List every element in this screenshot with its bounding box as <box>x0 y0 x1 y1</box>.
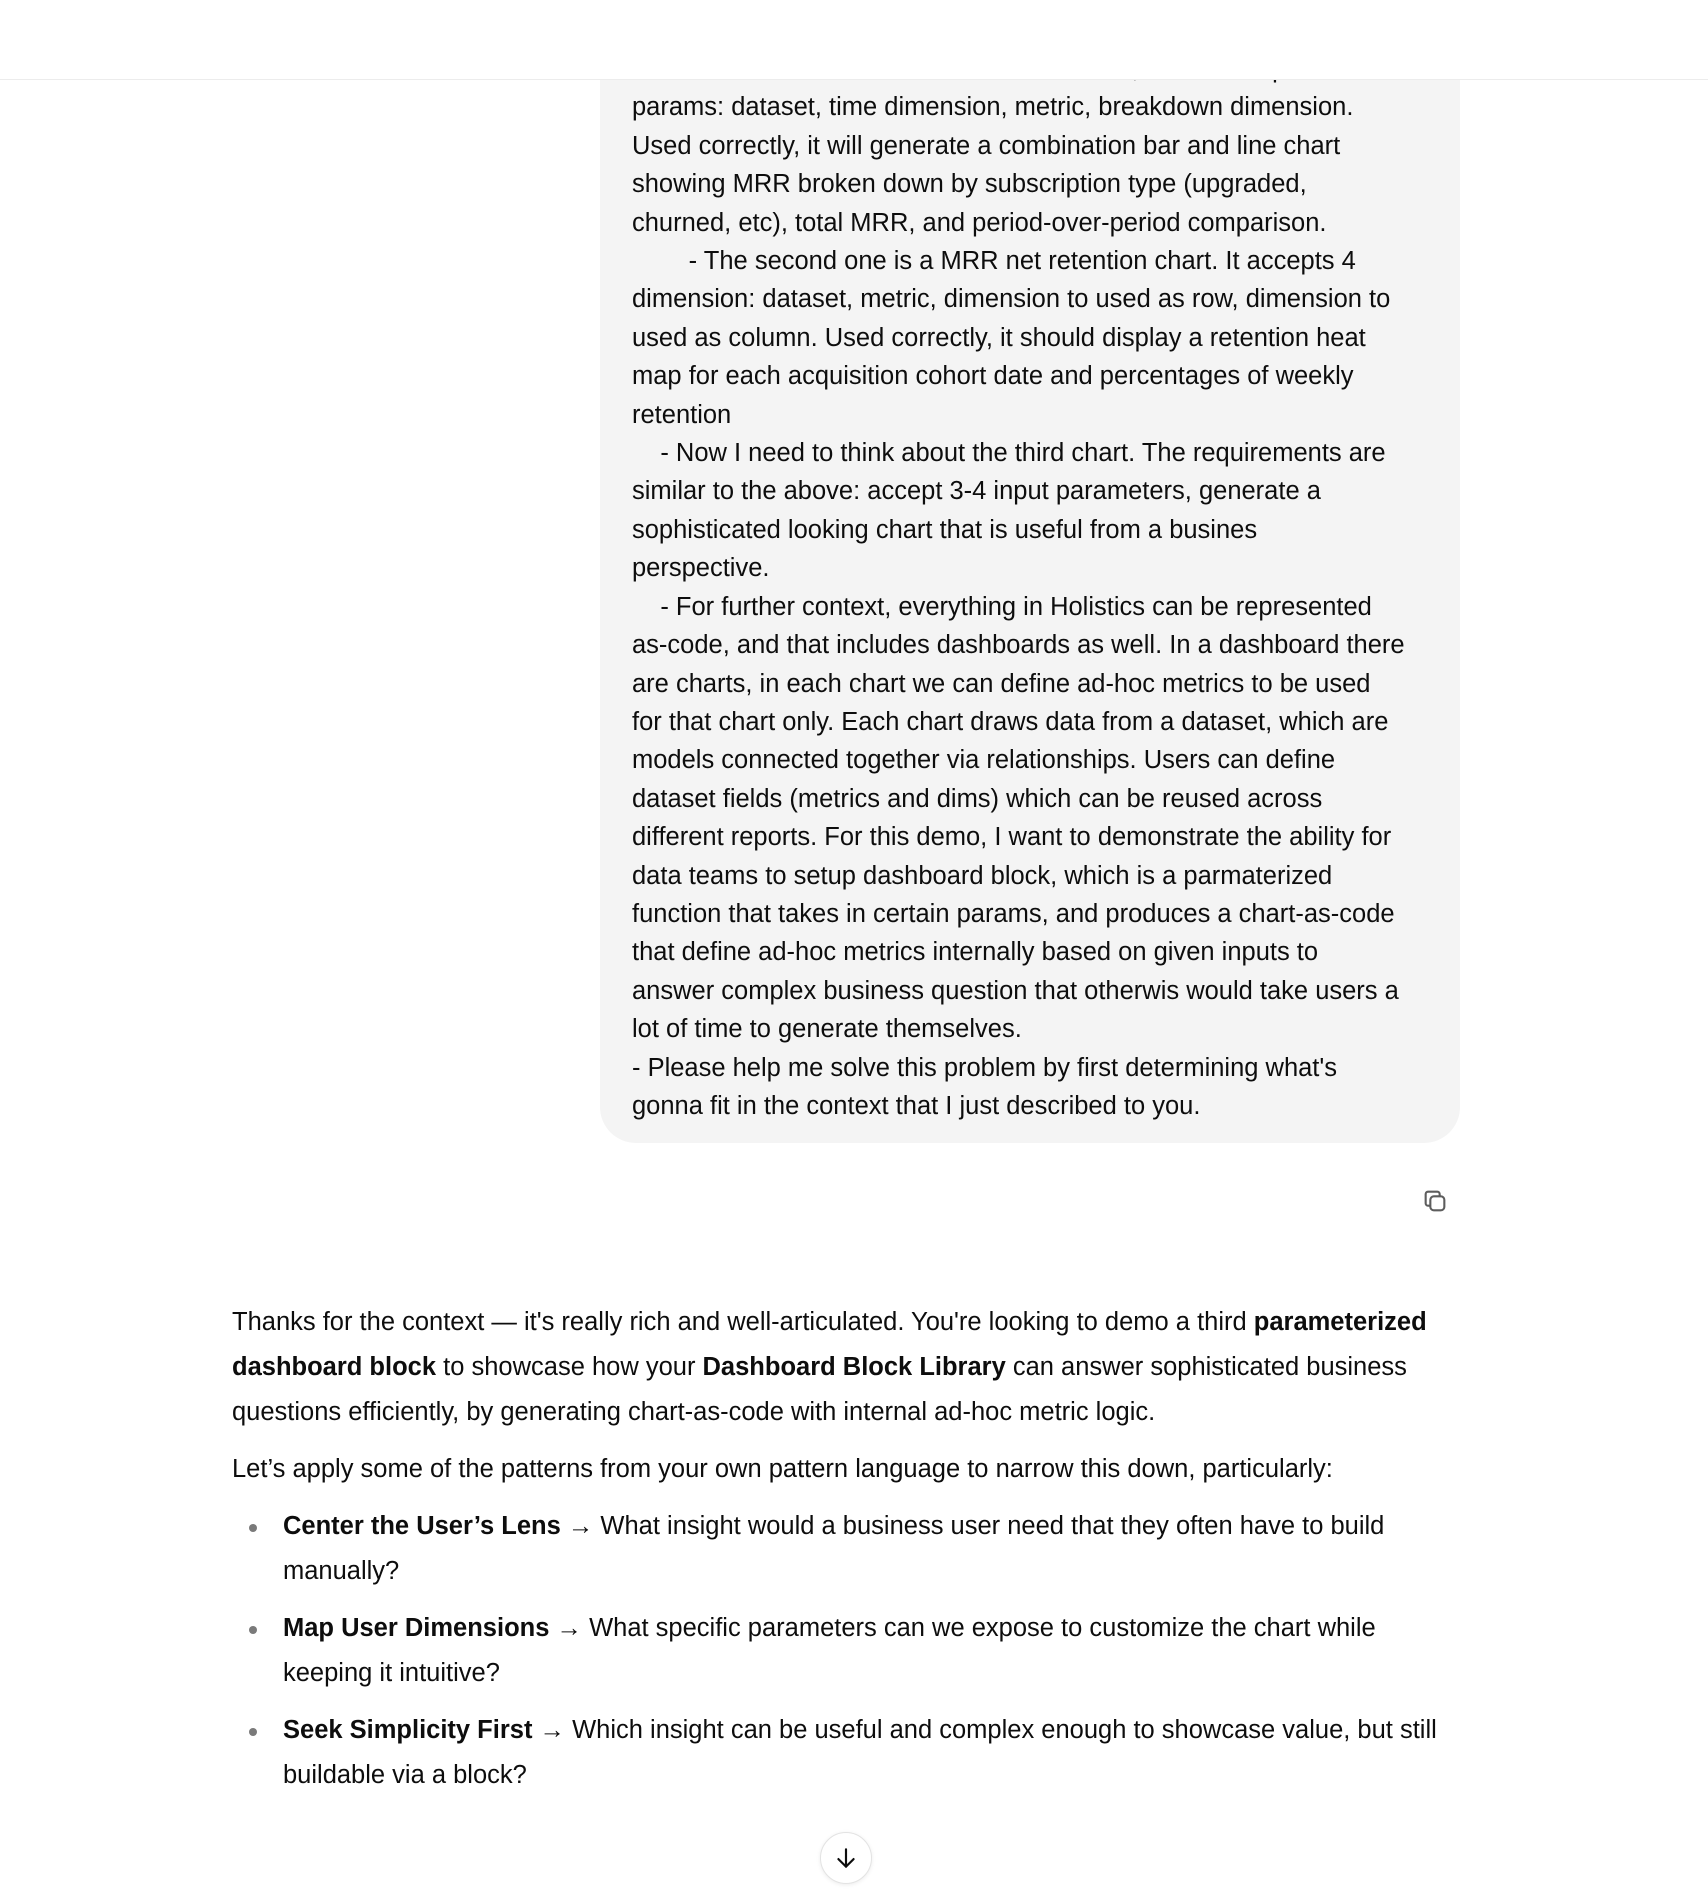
user-message-line: function that takes in certain params, and produces a chart-as-code <box>632 899 1395 928</box>
user-message-bubble <box>600 0 1460 1143</box>
intro-text: to showcase how your <box>436 1353 703 1381</box>
intro-text: can answer sophisticated business questions efficiently, by generating chart-as-code with internal ad-hoc metric logic. <box>232 1353 1407 1426</box>
list-item-text: → What insight would a business user need that they often have to build manually? <box>283 1512 1385 1585</box>
list-item-title: Map User Dimensions <box>283 1614 550 1642</box>
user-message-line: churned, etc), total MRR, and period-over-period comparison. <box>632 208 1327 237</box>
user-message-line: sophisticated looking chart that is useful from a busines <box>632 515 1258 544</box>
bullet-dot <box>249 1626 257 1634</box>
user-message-line: that define ad-hoc metrics internally based on given inputs to <box>632 938 1319 967</box>
bullet-dot <box>249 1728 257 1736</box>
user-message-line: data teams to setup dashboard block, which is a parmaterized <box>632 861 1333 890</box>
list-item <box>232 1606 1462 1696</box>
assistant-message <box>232 1300 1462 1810</box>
pattern-list <box>232 1504 1462 1798</box>
user-message-line: Used correctly, it will generate a combination bar and line chart <box>632 131 1341 160</box>
user-message-line: dataset fields (metrics and dims) which can be reused across <box>632 784 1323 813</box>
user-message-line: lot of time to generate themselves. <box>632 1015 1022 1044</box>
user-message-line: params: dataset, time dimension, metric, breakdown dimension. <box>632 93 1354 122</box>
user-message-line: similar to the above: accept 3-4 input parameters, generate a <box>632 477 1321 506</box>
list-item <box>232 1708 1462 1798</box>
user-message-line: - The second one is a MRR net retention chart. It accepts 4 <box>632 247 1356 276</box>
bullet-dot <box>249 1524 257 1532</box>
copy-icon <box>1421 1187 1449 1215</box>
intro-text: Thanks for the context — it's really rich and well-articulated. You're looking to demo a third <box>232 1308 1254 1336</box>
list-item <box>232 1504 1462 1594</box>
list-item-title: Seek Simplicity First <box>283 1716 533 1744</box>
intro-bold-text: Dashboard Block Library <box>702 1353 1006 1381</box>
list-item-title: Center the User’s Lens <box>283 1512 561 1540</box>
user-message-line: for that chart only. Each chart draws data from a dataset, which are <box>632 707 1389 736</box>
user-message-line: showing MRR broken down by subscription type (upgraded, <box>632 170 1307 199</box>
user-message-line: - Now I need to think about the third chart. The requirements are <box>632 439 1386 468</box>
user-message-line: perspective. <box>632 554 770 583</box>
user-message-line: different reports. For this demo, I want to demonstrate the ability for <box>632 823 1392 852</box>
user-message-line: answer complex business question that otherwis would take users a <box>632 976 1399 1005</box>
user-message-line: models connected together via relationships. Users can define <box>632 746 1336 775</box>
intro-bold-text: parameterized dashboard block <box>232 1308 1427 1381</box>
user-message-line: used as column. Used correctly, it should display a retention heat <box>632 323 1366 352</box>
scroll-to-bottom-button[interactable] <box>820 1832 872 1884</box>
user-message-line: are charts, in each chart we can define ad-hoc metrics to be used <box>632 669 1371 698</box>
user-message-line: - For further context, everything in Holistics can be represented <box>632 592 1372 621</box>
user-message-line: retention <box>632 400 732 429</box>
list-item-text: → Which insight can be useful and complex enough to showcase value, but still buildable via a block? <box>283 1716 1437 1789</box>
assistant-lead-paragraph: Let’s apply some of the patterns from your own pattern language to narrow this down, particularly: <box>232 1455 1333 1483</box>
arrow-down-icon <box>833 1845 859 1871</box>
user-message-line: as-code, and that includes dashboards as well. In a dashboard there <box>632 631 1405 660</box>
copy-button[interactable] <box>1418 1184 1452 1218</box>
assistant-intro-paragraph <box>232 1300 1462 1435</box>
user-message-line: map for each acquisition cohort date and percentages of weekly <box>632 362 1354 391</box>
user-message-line: gonna fit in the context that I just described to you. <box>632 1091 1201 1120</box>
top-bar <box>0 0 1708 80</box>
list-item-text: → What specific parameters can we expose to customize the chart while keeping it intuitive? <box>283 1614 1376 1687</box>
user-message-line: dimension: dataset, metric, dimension to used as row, dimension to <box>632 285 1391 314</box>
user-message-line: - Please help me solve this problem by first determining what's <box>632 1053 1338 1082</box>
